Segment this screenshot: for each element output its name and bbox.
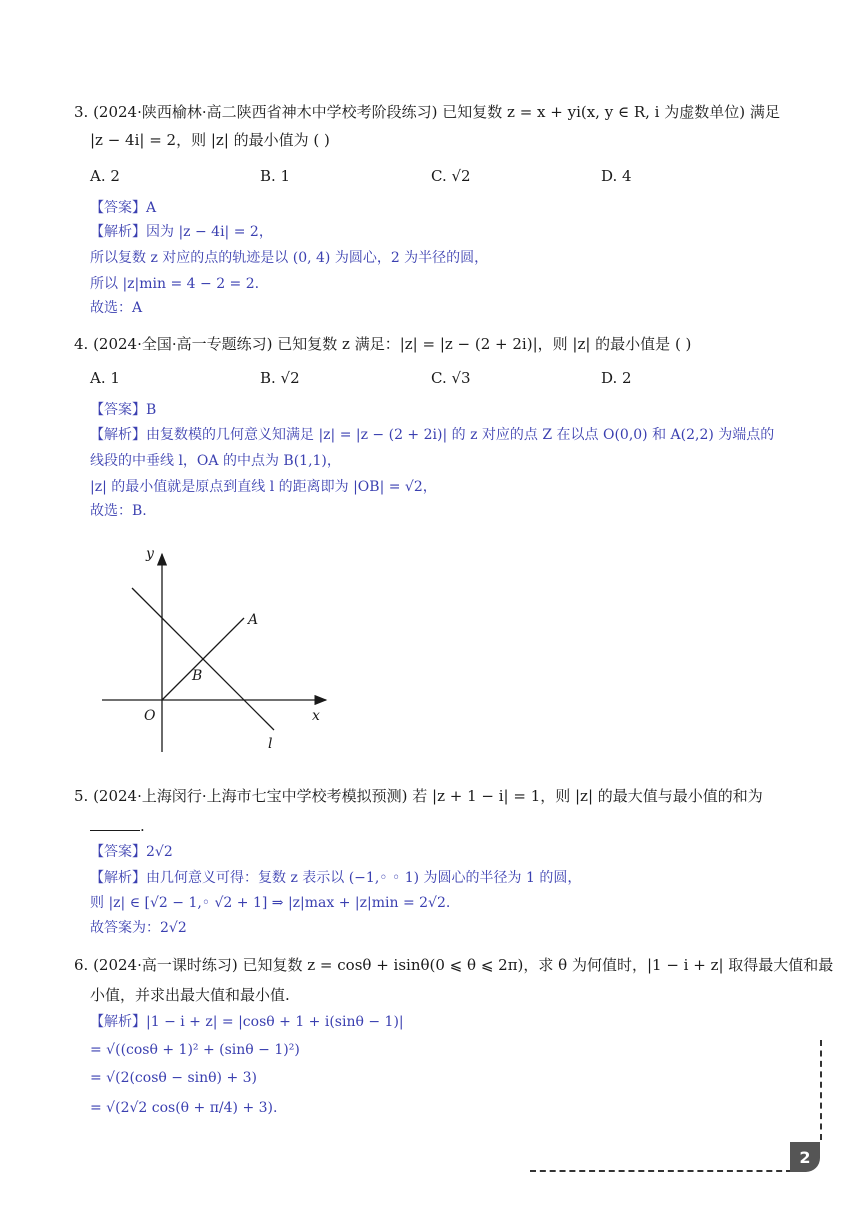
q5-analysis-3: 故答案为：2√2 bbox=[90, 920, 187, 936]
q3-stem-line1: 3. (2024·陕西榆林·高二陕西省神木中学校考阶段练习) 已知复数 z = x + yi(x, y ∈ R, i 为虚数单位) 满足 bbox=[74, 103, 780, 121]
q6-stem-line2: 小值，并求出最大值和最小值. bbox=[90, 986, 290, 1004]
q3-stem-line2: |z − 4i| = 2，则 |z| 的最小值为 ( ) bbox=[90, 131, 330, 149]
label-b: B bbox=[192, 668, 203, 684]
q5-stem-line1: 5. (2024·上海闵行·上海市七宝中学校考模拟预测) 若 |z + 1 − i| = 1，则 |z| 的最大值与最小值的和为 bbox=[74, 787, 763, 805]
q6-stem-line1: 6. (2024·高一课时练习) 已知复数 z = cosθ + isinθ(0 ⩽ θ ⩽ 2π)，求 θ 为何值时，|1 − i + z| 取得最大值和最 bbox=[74, 956, 834, 974]
q4-analysis-3: |z| 的最小值就是原点到直线 l 的距离即为 |OB| = √2， bbox=[90, 479, 437, 495]
q4-analysis-2: 线段的中垂线 l，OA 的中点为 B(1,1)， bbox=[90, 453, 341, 469]
q5-stem-line2 bbox=[90, 816, 145, 836]
q4-option-d: D. 2 bbox=[601, 369, 632, 387]
q6-analysis-2: = √((cosθ + 1)² + (sinθ − 1)²) bbox=[90, 1042, 300, 1058]
q3-option-c: C. √2 bbox=[431, 167, 471, 185]
q3-option-b: B. 1 bbox=[260, 167, 291, 185]
label-o: O bbox=[144, 708, 156, 724]
q3-answer: 【答案】A bbox=[90, 200, 157, 216]
q5-answer: 【答案】2√2 bbox=[90, 844, 173, 860]
q3-analysis-3: 所以 |z|min = 4 − 2 = 2. bbox=[90, 276, 260, 292]
label-y: y bbox=[146, 546, 154, 562]
q3-option-a: A. 2 bbox=[90, 167, 120, 185]
q4-figure bbox=[90, 540, 350, 760]
dashed-border-vertical bbox=[820, 1040, 822, 1140]
q3-option-d: D. 4 bbox=[601, 167, 632, 185]
q6-analysis-1: 【解析】|1 − i + z| = |cosθ + 1 + i(sinθ − 1)| bbox=[90, 1014, 404, 1030]
q3-analysis-1: 【解析】因为 |z − 4i| = 2， bbox=[90, 224, 273, 240]
q6-analysis-4: = √(2√2 cos(θ + π/4) + 3). bbox=[90, 1100, 278, 1116]
q4-stem: 4. (2024·全国·高一专题练习) 已知复数 z 满足：|z| = |z − (2 + 2i)|，则 |z| 的最小值是 ( ) bbox=[74, 335, 692, 353]
label-x: x bbox=[312, 708, 320, 724]
label-a: A bbox=[248, 612, 259, 628]
q6-analysis-3: = √(2(cosθ − sinθ) + 3) bbox=[90, 1070, 258, 1086]
q4-analysis-1: 【解析】由复数模的几何意义知满足 |z| = |z − (2 + 2i)| 的 z 对应的点 Z 在以点 O(0,0) 和 A(2,2) 为端点的 bbox=[90, 427, 775, 443]
q4-option-a: A. 1 bbox=[90, 369, 120, 387]
label-l: l bbox=[268, 736, 273, 752]
q4-answer: 【答案】B bbox=[90, 402, 157, 418]
q4-analysis-4: 故选：B. bbox=[90, 503, 147, 519]
q5-stem-tail: . bbox=[140, 817, 145, 835]
q3-analysis-2: 所以复数 z 对应的点的轨迹是以 (0, 4) 为圆心，2 为半径的圆， bbox=[90, 250, 489, 266]
page-number: 2 bbox=[790, 1142, 820, 1172]
q3-analysis-4: 故选：A bbox=[90, 300, 143, 316]
q4-option-c: C. √3 bbox=[431, 369, 471, 387]
dashed-border-horizontal bbox=[530, 1170, 792, 1172]
answer-blank bbox=[90, 816, 140, 831]
q5-analysis-2: 则 |z| ∈ [√2 − 1,◦ √2 + 1] ⇒ |z|max + |z|min = 2√2. bbox=[90, 895, 451, 911]
q5-analysis-1: 【解析】由几何意义可得：复数 z 表示以 (−1,◦ ◦ 1) 为圆心的半径为 1 的圆， bbox=[90, 870, 582, 886]
q4-option-b: B. √2 bbox=[260, 369, 300, 387]
